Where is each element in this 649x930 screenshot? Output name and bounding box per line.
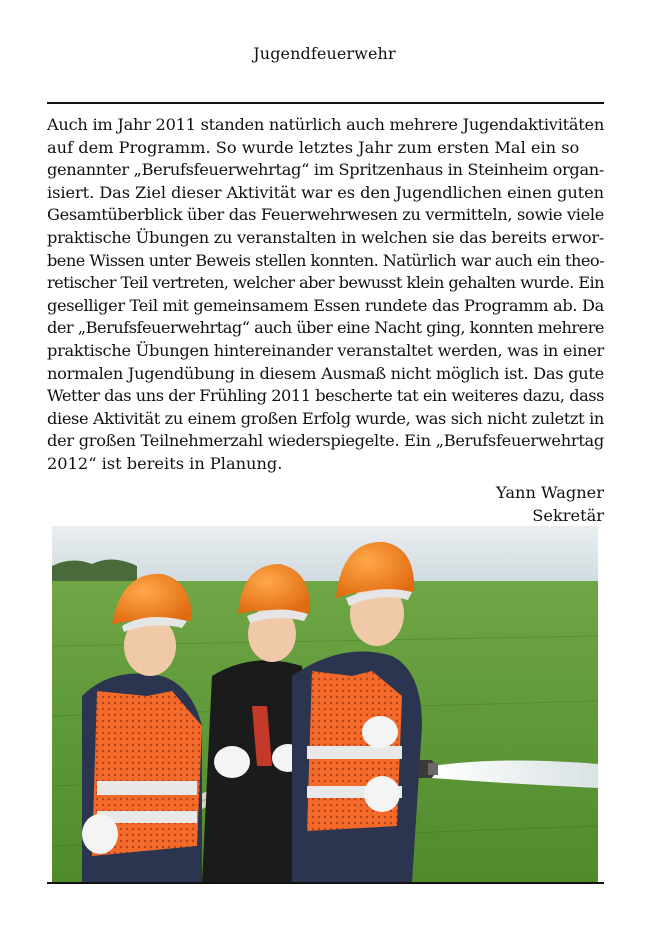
article-line: Gesamtüberblick über das Feuerwehrwesen zu vermitteln, sowie viele — [47, 205, 604, 225]
article-line: praktische Übungen hintereinander veranstaltet werden, was in einer — [47, 340, 604, 360]
article-line: normalen Jugendübung in diesem Ausmaß nicht möglich ist. Das gute — [47, 363, 604, 383]
bottom-divider — [47, 882, 604, 884]
article-line: 2012“ ist bereits in Planung. — [47, 453, 283, 473]
article-line: isiert. Das Ziel dieser Aktivität war es den Jugendlichen einen guten — [47, 182, 604, 202]
article-line: bene Wissen unter Beweis stellen konnten. Natürlich war auch ein theo- — [47, 250, 604, 270]
article-line: Wetter das uns der Frühling 2011 bescherte tat ein weiteres dazu, dass — [47, 386, 604, 406]
author-role: Sekretär — [532, 505, 604, 525]
article-line: geselliger Teil mit gemeinsamem Essen rundete das Programm ab. Da — [47, 295, 604, 315]
article-line: praktische Übungen zu veranstalten in welchen sie das bereits erwor- — [47, 227, 604, 247]
top-divider — [47, 102, 604, 104]
signature-block — [496, 482, 604, 527]
firefighter-youth-photo — [52, 526, 598, 883]
article-line: der „Berufsfeuerwehrtag“ auch über eine Nacht ging, konnten mehrere — [47, 318, 604, 338]
article-line: diese Aktivität zu einem großen Erfolg wurde, was sich nicht zuletzt in — [47, 408, 604, 428]
page-title: Jugendfeuerwehr — [253, 44, 396, 63]
author-name: Yann Wagner — [495, 483, 604, 502]
article-line: Auch im Jahr 2011 standen natürlich auch mehrere Jugendaktivitäten — [47, 115, 604, 134]
article-line: genannter „Berufsfeuerwehrtag“ im Spritzenhaus in Steinheim organ- — [47, 160, 604, 180]
article-body — [47, 114, 604, 476]
article-line: retischer Teil vertreten, welcher aber bewusst klein gehalten wurde. Ein — [47, 273, 604, 293]
article-line: auf dem Programm. So wurde letztes Jahr zum ersten Mal ein so — [47, 137, 580, 157]
article-line: der großen Teilnehmerzahl wiederspiegelte. Ein „Berufsfeuerwehrtag — [47, 431, 604, 451]
